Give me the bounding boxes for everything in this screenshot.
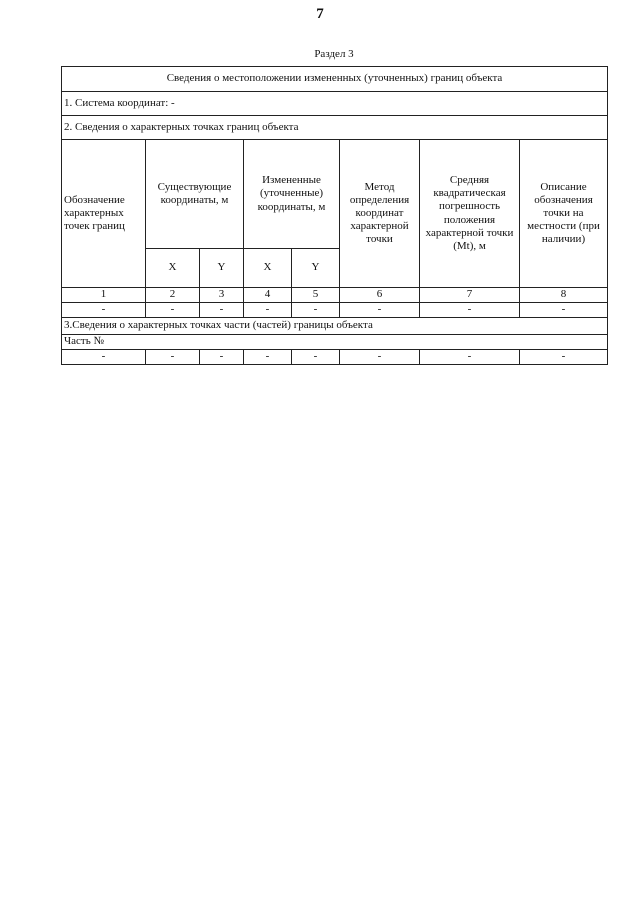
column-number: 2 <box>146 288 200 303</box>
points-heading: 2. Сведения о характерных точках границ объекта <box>62 116 608 140</box>
table-cell: - <box>292 303 340 318</box>
table-cell: - <box>62 350 146 365</box>
table-row <box>62 303 608 318</box>
column-number: 8 <box>520 288 608 303</box>
table-cell: - <box>340 350 420 365</box>
table-row <box>62 350 608 365</box>
table-cell: - <box>520 303 608 318</box>
table-cell: - <box>62 303 146 318</box>
table-cell: - <box>292 350 340 365</box>
column-number: 1 <box>62 288 146 303</box>
column-number: 3 <box>200 288 244 303</box>
column-number: 5 <box>292 288 340 303</box>
part-label: Часть № <box>62 335 608 350</box>
header-description: Описание обозначения точки на местности (при наличии) <box>520 140 608 288</box>
header-y-changed: Y <box>292 249 340 288</box>
table-title: Сведения о местоположении измененных (уточненных) границ объекта <box>62 67 608 92</box>
table-cell: - <box>200 303 244 318</box>
table-cell: - <box>420 350 520 365</box>
header-method: Метод определения координат характерной точки <box>340 140 420 288</box>
header-designation: Обозначение характерных точек границ <box>62 140 146 288</box>
column-number: 4 <box>244 288 292 303</box>
header-existing-coords: Существующие координаты, м <box>146 140 244 249</box>
column-number: 6 <box>340 288 420 303</box>
boundary-points-table <box>61 66 608 365</box>
header-x-existing: X <box>146 249 200 288</box>
table-cell: - <box>146 303 200 318</box>
table-cell: - <box>420 303 520 318</box>
header-changed-coords: Измененные (уточненные) координаты, м <box>244 140 340 249</box>
table-cell: - <box>520 350 608 365</box>
table-cell: - <box>340 303 420 318</box>
part-heading: 3.Сведения о характерных точках части (частей) границы объекта <box>62 318 608 335</box>
column-number: 7 <box>420 288 520 303</box>
header-x-changed: X <box>244 249 292 288</box>
table-cell: - <box>146 350 200 365</box>
table-cell: - <box>244 303 292 318</box>
page-number: 7 <box>316 6 324 22</box>
header-mean-error: Средняя квадратическая погрешность положения характерной точки (Mt), м <box>420 140 520 288</box>
header-y-existing: Y <box>200 249 244 288</box>
section-title: Раздел 3 <box>314 48 354 60</box>
table-cell: - <box>200 350 244 365</box>
coordinate-system: 1. Система координат: - <box>62 92 608 116</box>
column-number-row <box>62 288 608 303</box>
table-cell: - <box>244 350 292 365</box>
